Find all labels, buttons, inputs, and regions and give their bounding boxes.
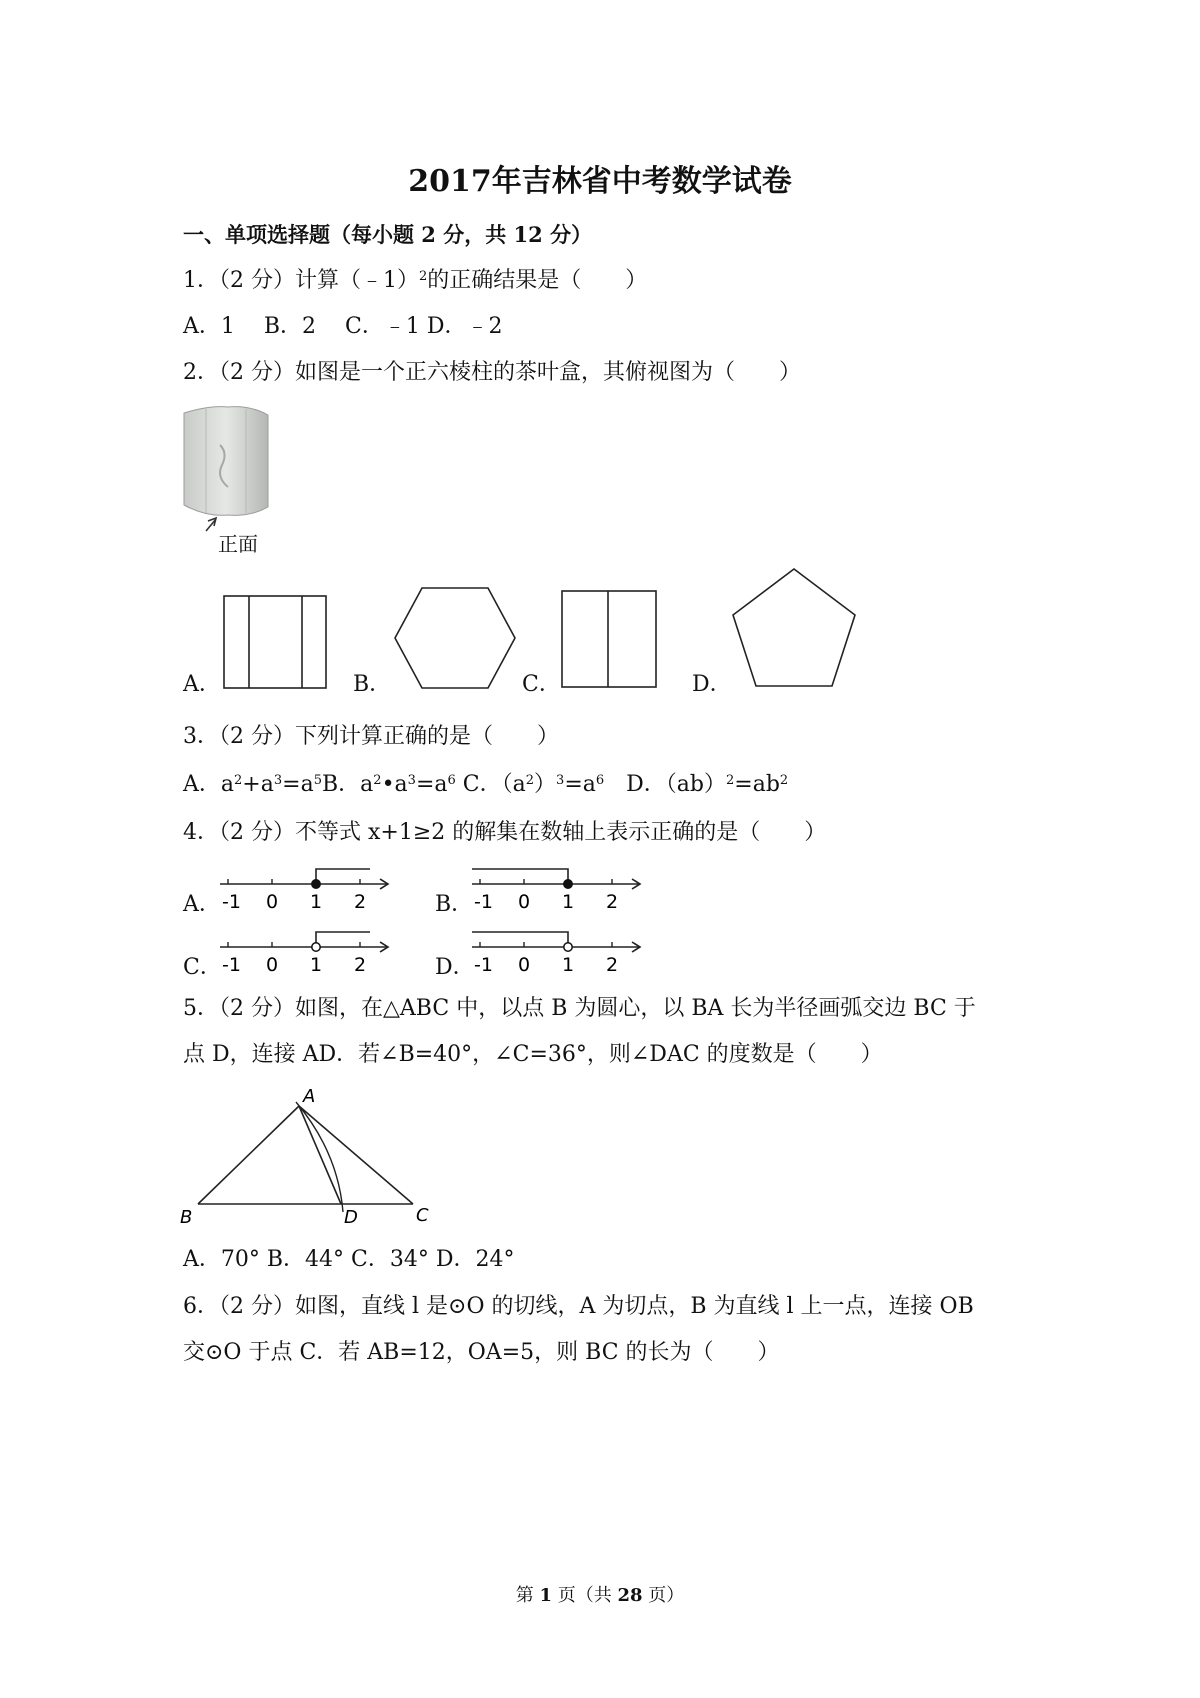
front-caption: 正面	[218, 532, 258, 556]
q2-option-a-label: A．	[183, 672, 221, 697]
q2-option-a-figure	[222, 594, 330, 690]
question-3-options: A．$a^2+a^3=a^5B$．$a^2•a^3=a^6$ C．$(a^2)^3=a^6$ D．$(ab)^2=ab^2$	[183, 772, 789, 797]
tick-label: 2	[606, 954, 619, 976]
solid-point-marker	[312, 880, 320, 888]
page-footer: 第 1 页（共 28 页）	[515, 1585, 685, 1606]
q4-number-line-c	[218, 925, 398, 981]
tick-label: 1	[310, 891, 323, 913]
page-title: 2017年吉林省中考数学试卷	[408, 164, 792, 199]
question-2-stem: 2．（2 分）如图是一个正六棱柱的茶叶盒，其俯视图为（ ）	[183, 360, 801, 385]
point-b-label: B	[180, 1207, 193, 1228]
question-1-stem: 1．（2 分）计算（﹣1）$^2$的正确结果是（ ）	[183, 268, 648, 293]
solid-point-marker	[564, 880, 572, 888]
hollow-point-marker	[564, 943, 572, 951]
q2-option-b-hexagon	[392, 585, 518, 691]
question-6-stem-line1: 6．（2 分）如图，直线 l 是⊙O 的切线，A 为切点，B 为直线 l 上一点，连接 OB	[183, 1294, 974, 1319]
question-1-options: A．1 B．2 C．﹣1 D．﹣2	[183, 314, 503, 339]
tick-label: -1	[474, 954, 493, 976]
question-5-stem-line2: 点 D，连接 AD．若∠B=40°，∠C=36°，则∠DAC 的度数是（ ）	[183, 1042, 883, 1067]
hollow-point-marker	[312, 943, 320, 951]
tick-label: 2	[354, 954, 367, 976]
tick-label: 0	[518, 954, 531, 976]
question-5-stem-line1: 5．（2 分）如图，在△ABC 中，以点 B 为圆心，以 BA 长为半径画弧交边 BC 于	[183, 996, 976, 1021]
q4-number-line-a	[218, 862, 398, 918]
tick-label: 0	[266, 954, 279, 976]
tick-label: 0	[266, 891, 279, 913]
q4-option-a-label: A．	[183, 892, 221, 917]
section-heading: 一、单项选择题（每小题 2 分，共 12 分）	[183, 222, 593, 247]
question-5-options: A．70° B．44° C．34° D．24°	[183, 1247, 515, 1272]
q2-option-d-label: D．	[692, 672, 732, 697]
question-4-stem: 4．（2 分）不等式 x+1≥2 的解集在数轴上表示正确的是（ ）	[183, 820, 827, 845]
tick-label: 0	[518, 891, 531, 913]
total-pages: 28	[617, 1585, 643, 1606]
point-d-label: D	[344, 1207, 358, 1228]
q4-option-b-label: B．	[435, 892, 474, 917]
q2-option-c-label: C．	[522, 672, 561, 697]
q4-option-c-label: C．	[183, 955, 222, 980]
q2-option-b-label: B．	[353, 672, 392, 697]
q2-option-d-pentagon	[730, 566, 858, 690]
current-page: 1	[539, 1585, 552, 1606]
tick-label: -1	[474, 891, 493, 913]
q2-option-c-figure	[560, 589, 658, 689]
q4-number-line-b	[470, 862, 650, 918]
tick-label: -1	[222, 954, 241, 976]
triangle-abc-figure	[178, 1082, 438, 1228]
q4-option-d-label: D．	[435, 955, 475, 980]
question-6-stem-line2: 交⊙O 于点 C．若 AB=12，OA=5，则 BC 的长为（ ）	[183, 1340, 780, 1365]
tick-label: 1	[310, 954, 323, 976]
point-a-label: A	[303, 1086, 316, 1107]
question-3-stem: 3．（2 分）下列计算正确的是（ ）	[183, 724, 559, 749]
tick-label: 2	[606, 891, 619, 913]
tick-label: 1	[562, 954, 575, 976]
q4-number-line-d	[470, 925, 650, 981]
tick-label: 1	[562, 891, 575, 913]
tick-label: -1	[222, 891, 241, 913]
point-c-label: C	[416, 1205, 429, 1226]
tick-label: 2	[354, 891, 367, 913]
